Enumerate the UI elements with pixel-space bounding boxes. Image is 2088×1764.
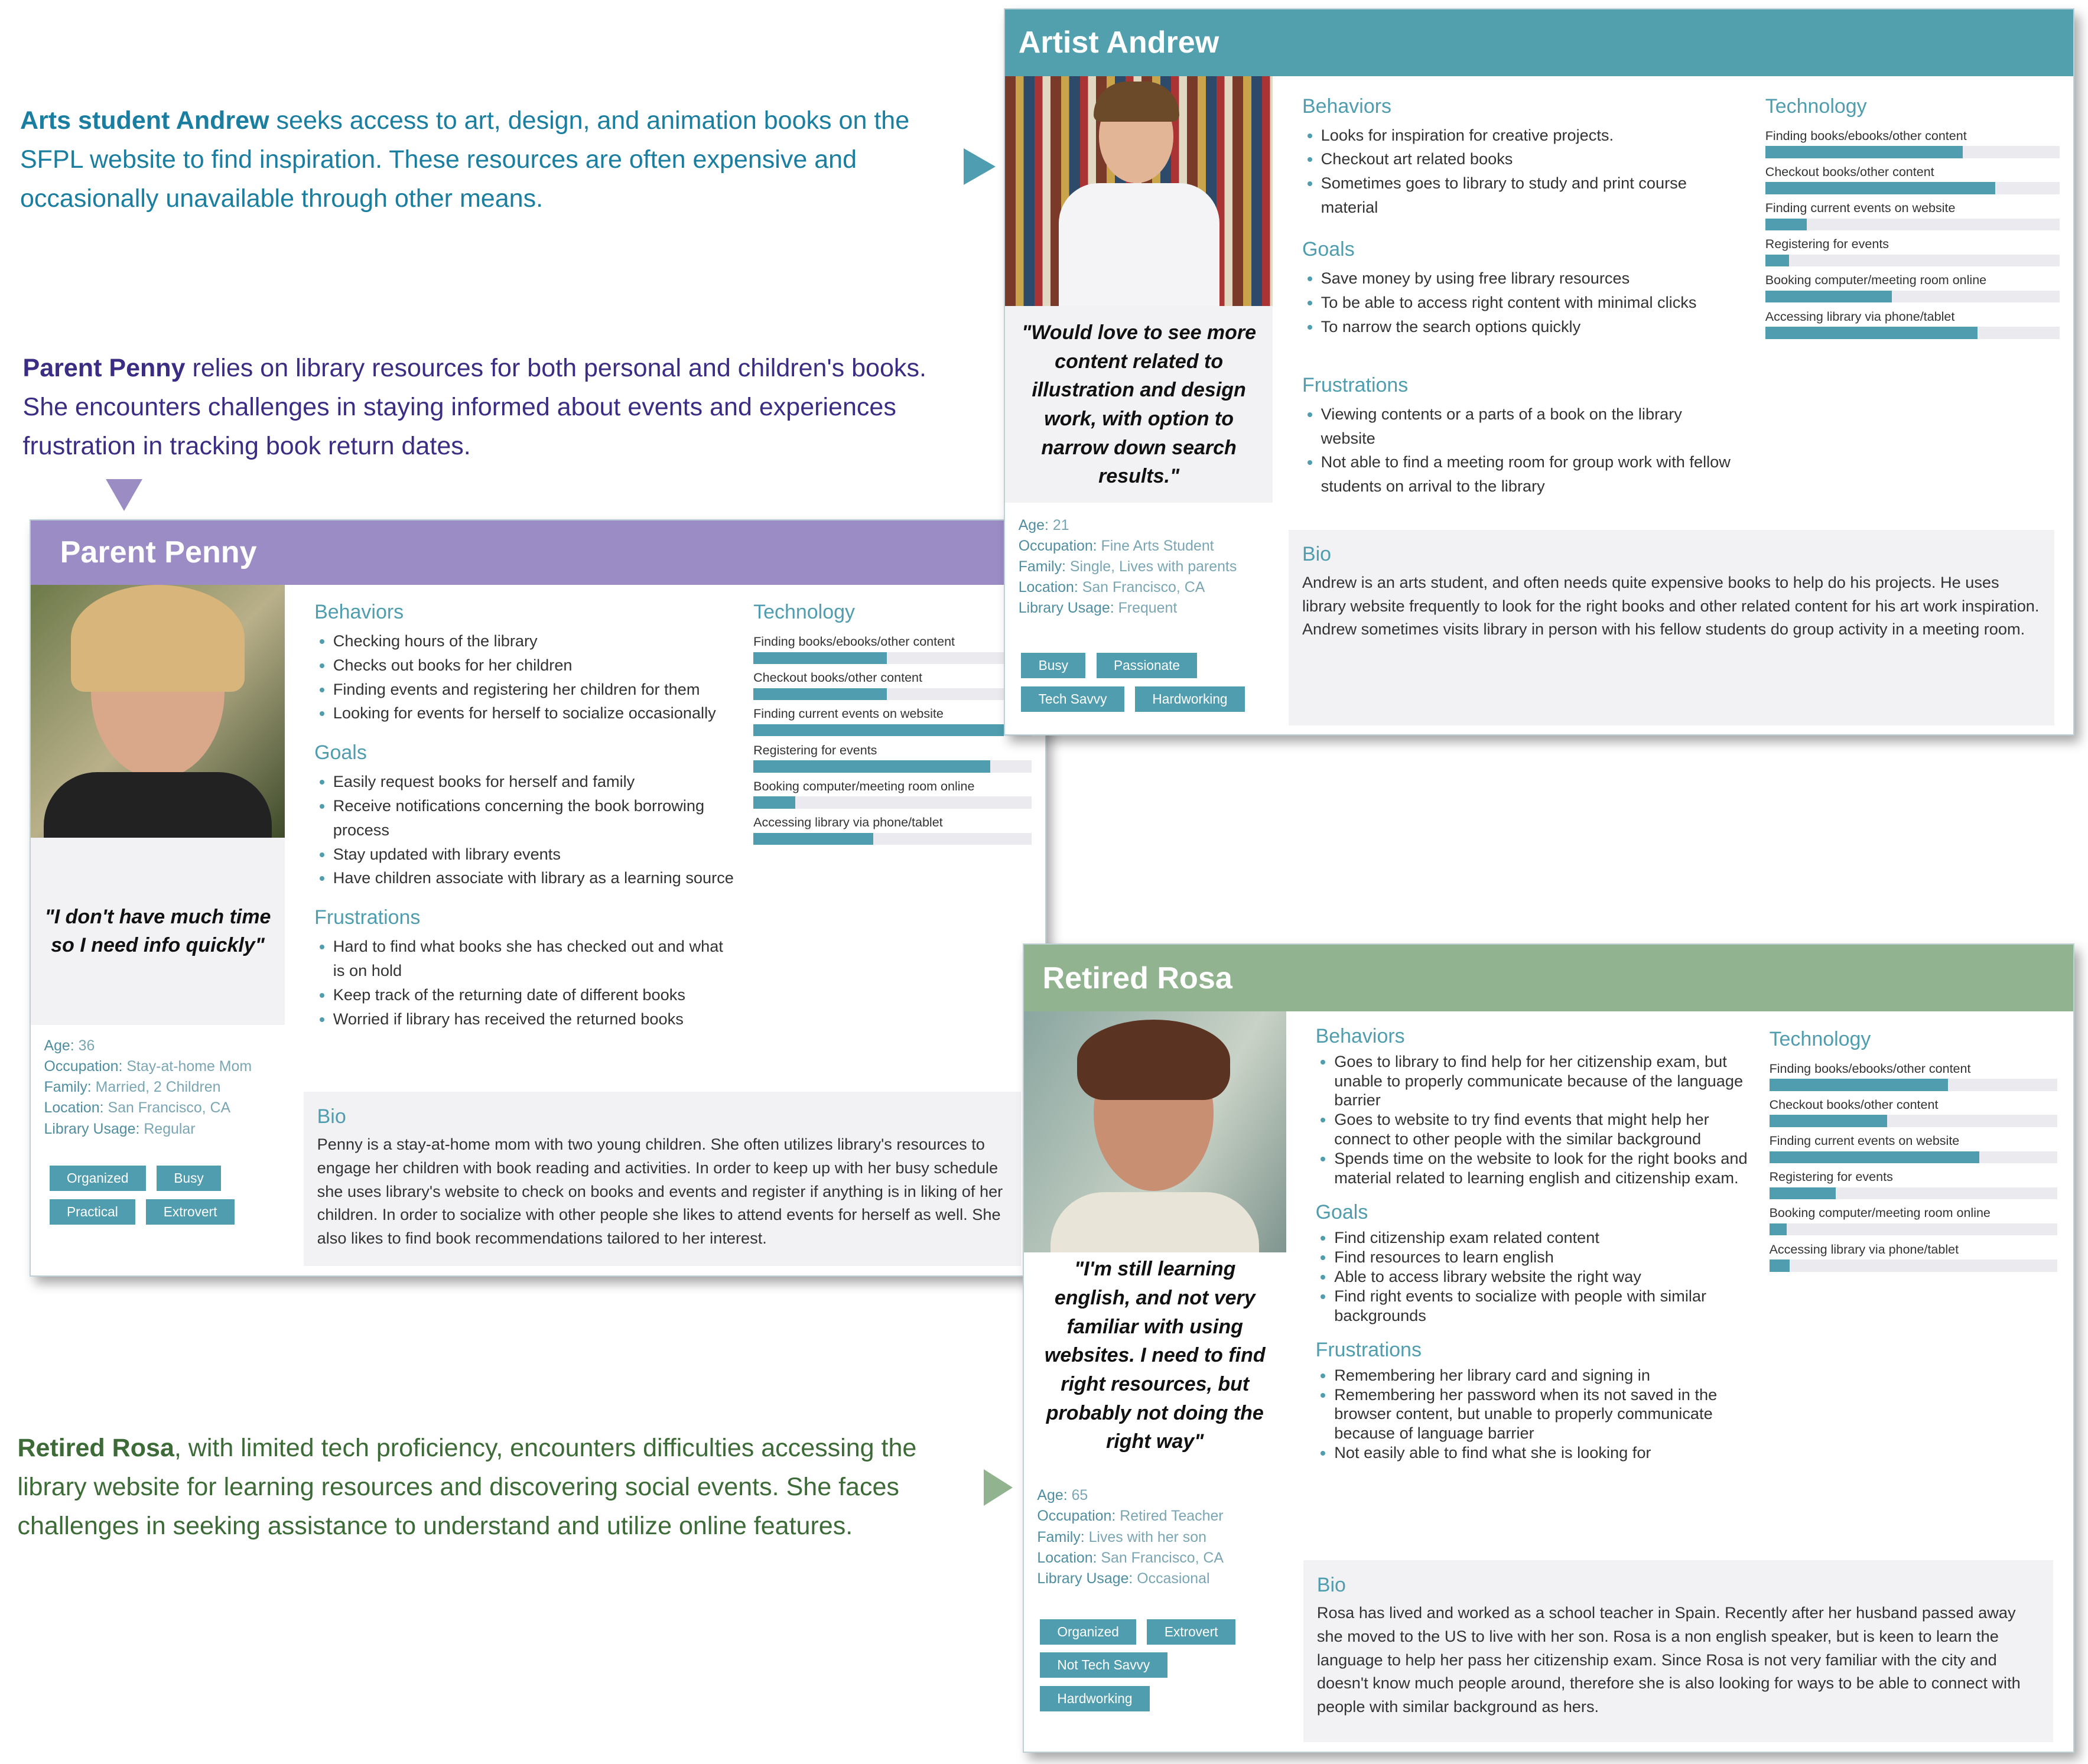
tech-label: Registering for events [1769,1170,1893,1184]
persona-title: Retired Rosa [1024,945,2073,1011]
list-item: • Stay updated with library events [333,842,736,867]
list-item: • Find right events to socialize with people with similar backgrounds [1334,1287,1757,1326]
persona-title: Artist Andrew [1005,9,2073,76]
persona-title: Parent Penny [31,520,1045,585]
tech-label: Accessing library via phone/tablet [1765,309,1955,324]
tech-bar-fill [1765,291,1892,302]
list-item: • Checks out books for her children [333,653,736,678]
persona-quote: "Would love to see more content related to illustration and design work, with option to narrow down search results." [1005,306,1273,503]
tech-bar-fill [1765,182,1995,194]
persona-needs: Behaviors • Looks for inspiration for creative projects. • Checkout art related books • Sometimes goes to library to study and print course material Goals • Save money by using free library resources • To be able to access right content with minimal clicks • To narrow the search options quickly Frustrations • Viewing contents or a parts of a book on the library website • Not able to find a meeting room for group work with fellow students on arrival to the library [1302,95,1737,515]
tech-bar-fill [1770,1187,1836,1199]
trait-tag: Passionate [1097,653,1198,678]
tech-bar-fill [1770,1115,1888,1127]
tech-label: Registering for events [1765,237,1889,252]
persona-card-rosa [1023,943,2074,1753]
persona-photo [1005,76,1273,307]
persona-facts: Age: 36 Occupation: Stay-at-home Mom Family: Married, 2 Children Location: San Francisco, CA Library Usage: Regular [44,1037,252,1137]
list-item: • Receive notifications concerning the book borrowing process [333,794,736,842]
tech-bar-fill [1770,1151,1980,1163]
list-item: • Goes to website to try find events that might help her connect to other people with the similar background [1334,1110,1757,1149]
tech-bar-track [753,652,1032,664]
tech-bar-track [1770,1259,2057,1271]
tech-bar-fill [1770,1223,1787,1235]
tech-label: Finding books/ebooks/other content [1769,1061,1971,1076]
tech-bar-fill [1770,1259,1790,1271]
tech-label: Checkout books/other content [1769,1097,1939,1112]
tech-bar-fill [753,796,795,808]
tech-bar-track [1765,219,2060,230]
list-item: • Worried if library has received the returned books [333,1007,736,1031]
technology-heading: Technology [1765,95,1867,118]
tech-bar-track [1770,1115,2057,1127]
list-item: • To be able to access right content with minimal clicks [1321,291,1738,315]
list-item: • Find citizenship exam related content [1334,1228,1757,1248]
tech-bar-fill [753,724,1004,736]
list-item: • Looking for events for herself to socialize occasionally [333,701,736,725]
list-item: • To narrow the search options quickly [1321,315,1738,339]
technology-section [1765,95,2060,346]
tech-bar-track [1770,1223,2057,1235]
trait-tag: Hardworking [1040,1686,1150,1711]
list-item: • Hard to find what books she has checked out and what is on hold [333,935,736,983]
list-item: • Viewing contents or a parts of a book on the library website [1321,402,1738,451]
list-item: • Able to access library website the right way [1334,1267,1757,1287]
list-item: • Remembering her library card and signing in [1334,1366,1757,1385]
tech-label: Registering for events [753,743,877,757]
arrow-right-icon [964,148,996,185]
persona-needs: Behaviors • Goes to library to find help for her citizenship exam, but unable to properly communicate because of the language barrier • Goes to website to try find events that might help her connect to other people with the similar background • Spends time on the website to look for the right books and material related to learning english and citizenship exam. Goals • Find citizenship exam related content • Find resources to learn english • Able to access library website the right way • Find right events to socialize with people with similar backgrounds Frustrations • Remembering her library card and signing in • Remembering her password when its not saved in the browser content, but unable to properly communicate because of language barrier • Not easily able to find what she is looking for [1316,1025,1758,1468]
trait-tag: Extrovert [1147,1619,1235,1645]
trait-tag: Extrovert [146,1199,234,1225]
tech-label: Booking computer/meeting room online [753,779,975,793]
persona-card-andrew [1004,8,2074,736]
list-item: • Keep track of the returning date of different books [333,983,736,1007]
tech-bar-track [753,724,1032,736]
trait-tag: Practical [50,1199,136,1225]
tech-label: Finding current events on website [753,707,944,721]
tech-bar-fill [1765,255,1789,266]
persona-tags [1021,653,1262,712]
technology-section [1770,1028,2057,1278]
tech-bar-track [1770,1151,2057,1163]
trait-tag: Busy [1021,653,1085,678]
tech-label: Booking computer/meeting room online [1769,1206,1991,1221]
tech-label: Checkout books/other content [753,671,923,685]
trait-tag: Busy [157,1166,221,1191]
persona-quote: "I'm still learning english, and not very familiar with using websites. I need to find right resources, but probably not doing the right way" [1024,1255,1286,1456]
list-item: • Save money by using free library resources [1321,266,1738,291]
persona-quote: "I don't have much time so I need info quickly" [31,838,285,1025]
arrow-down-icon [106,479,142,511]
tech-bar-fill [753,652,887,664]
list-item: • Sometimes goes to library to study and print course material [1321,171,1738,220]
list-item: • Finding events and registering her children for them [333,678,736,702]
tech-bar-track [1765,291,2060,302]
persona-tags [50,1166,251,1225]
tech-label: Finding books/ebooks/other content [1765,128,1967,143]
tech-label: Finding books/ebooks/other content [753,634,955,649]
tech-bar-track [1770,1187,2057,1199]
tech-bar-track [753,796,1032,808]
tech-bar-track [753,760,1032,772]
tech-bar-track [1765,182,2060,194]
tech-bar-fill [753,688,887,700]
list-item: • Find resources to learn english [1334,1248,1757,1267]
tech-label: Accessing library via phone/tablet [1769,1242,1959,1257]
persona-bio: Bio Andrew is an arts student, and often needs quite expensive books to help do his projects. He uses library website frequently to look for the right books and other related content for his art work inspiration. Andrew sometimes visits library in person with his fellow students do group activity in a meeting room. [1289,530,2054,725]
tech-bar-fill [1765,146,1963,158]
intro-andrew: Arts student Andrew seeks access to art, design, and animation books on the SFPL website to find inspiration. These resources are often expensive and occasionally unavailable through other means. [19,106,910,213]
tech-label: Accessing library via phone/tablet [753,815,943,830]
tech-bar-track [1765,255,2060,266]
list-item: • Checkout art related books [1321,147,1738,171]
trait-tag: Not Tech Savvy [1040,1652,1167,1678]
technology-section [753,601,1032,851]
tech-bar-fill [1765,327,1978,339]
persona-tags [1040,1619,1254,1711]
list-item: • Looks for inspiration for creative projects. [1321,123,1738,148]
tech-bar-fill [1765,219,1807,230]
persona-photo [1024,1011,1286,1252]
list-item: • Have children associate with library as a learning source [333,866,736,890]
list-item: • Checking hours of the library [333,629,736,653]
list-item: • Goes to library to find help for her citizenship exam, but unable to properly communicate because of the language barrier [1334,1052,1757,1111]
tech-bar-track [1770,1079,2057,1091]
tech-bar-track [1765,327,2060,339]
trait-tag: Organized [1040,1619,1136,1645]
intro-penny: Parent Penny relies on library resources for both personal and children's books. She encounters challenges in staying informed about events and experiences frustration in tracking book return dates. [22,354,926,460]
tech-label: Booking computer/meeting room online [1765,273,1987,288]
list-item: • Not easily able to find what she is looking for [1334,1443,1757,1463]
tech-label: Checkout books/other content [1765,164,1934,179]
technology-heading: Technology [1769,1027,1871,1050]
persona-facts: Age: 21 Occupation: Fine Arts Student Family: Single, Lives with parents Location: San Francisco, CA Library Usage: Frequent [1018,516,1237,617]
tech-bar-track [753,833,1032,845]
tech-label: Finding current events on website [1765,201,1956,216]
tech-bar-fill [753,760,990,772]
trait-tag: Hardworking [1135,686,1245,712]
persona-needs: Behaviors • Checking hours of the library • Checks out books for her children • Finding events and registering her children for them • Looking for events for herself to socialize occasionally Goals • Easily request books for herself and family • Receive notifications concerning the book borrowing process • Stay updated with library events • Have children associate with library as a learning source Frustrations • Hard to find what books she has checked out and what is on hold • Keep track of the returning date of different books • Worried if library has received the returned books [314,601,736,1047]
technology-heading: Technology [753,600,855,623]
arrow-right-icon [984,1469,1013,1506]
tech-label: Finding current events on website [1769,1134,1960,1148]
list-item: • Easily request books for herself and family [333,770,736,794]
tech-bar-fill [753,833,873,845]
persona-photo [31,585,285,838]
persona-facts: Age: 65 Occupation: Retired Teacher Family: Lives with her son Location: San Francisco, CA Library Usage: Occasional [1037,1487,1224,1587]
list-item: • Remembering her password when its not saved in the browser content, but unable to properly communicate because of language barrier [1334,1385,1757,1444]
list-item: • Spends time on the website to look for the right books and material related to learning english and citizenship exam. [1334,1149,1757,1188]
persona-bio: Bio Rosa has lived and worked as a school teacher in Spain. Recently after her husband passed away she moved to the US to live with her son. Rosa is a non english speaker, but is keen to learn the language to help her pass her citizenship exam. Since Rosa is not very familiar with the city and doesn't know much people around, therefore she is also looking for ways to be able to connect with people with similar background as hers. [1303,1560,2053,1742]
tech-bar-track [753,688,1032,700]
persona-card-penny [30,519,1046,1277]
persona-bio: Bio Penny is a stay-at-home mom with two young children. She often utilizes library's resources to engage her children with book reading and activities. In order to keep up with her busy schedule she uses library's website to check on books and events and register if anything is in liking of her children. In order to socialize with other people she likes to attend events for herself as well. She also likes to find book recommendations tailored to her interest. [304,1092,1021,1266]
trait-tag: Tech Savvy [1021,686,1124,712]
intro-rosa: Retired Rosa, with limited tech proficiency, encounters difficulties accessing the library website for learning resources and discovering social events. She faces challenges in seeking assistance to understand and utilize online features. [17,1434,917,1540]
tech-bar-track [1765,146,2060,158]
trait-tag: Organized [50,1166,146,1191]
tech-bar-fill [1770,1079,1948,1091]
list-item: • Not able to find a meeting room for group work with fellow students on arrival to the library [1321,450,1738,499]
